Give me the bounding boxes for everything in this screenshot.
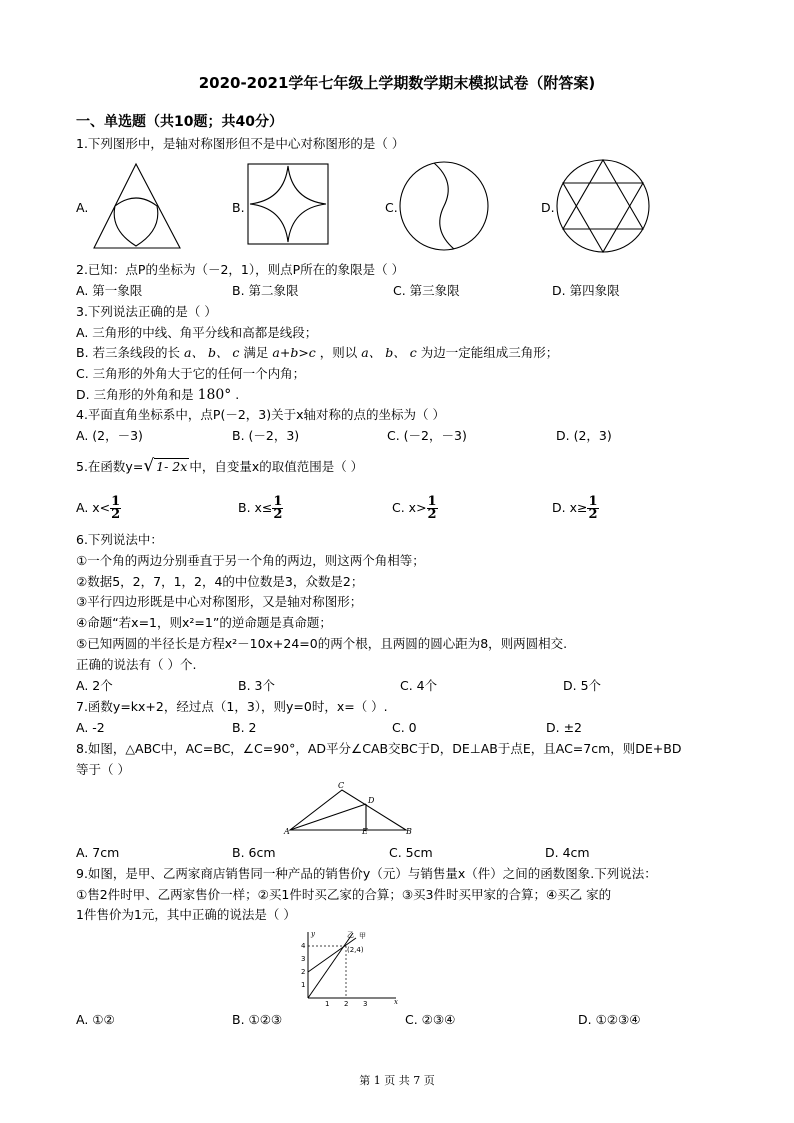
q9-option-a: A. ①② <box>76 1012 115 1027</box>
q9-ytick-4: 4 <box>301 942 306 950</box>
q1-figure-c-yin-yang <box>398 160 490 252</box>
q7-option-c: C. 0 <box>392 720 417 735</box>
q7-stem: 7.函数y=kx+2，经过点（1，3），则y=0时，x=（ ）. <box>76 699 388 714</box>
q3-b-inequality: a+b>c <box>272 345 316 360</box>
q3-option-c: C. 三角形的外角大于它的任何一个内角； <box>76 366 306 381</box>
q3-option-d: D. 三角形的外角和是 180° . <box>76 387 240 403</box>
q2-option-b: B. 第二象限 <box>232 283 299 298</box>
q2-option-a: A. 第一象限 <box>76 283 143 298</box>
q9-option-c: C. ②③④ <box>405 1012 456 1027</box>
q6-item-4: ④命题“若x=1，则x²=1”的逆命题是真命题； <box>76 615 332 630</box>
q1-option-c-label: C. <box>385 200 398 215</box>
q8-option-a: A. 7cm <box>76 845 120 860</box>
section-heading: 一、单选题（共10题；共40分） <box>76 114 283 130</box>
q9-x-axis-label: x <box>394 998 398 1006</box>
q1-figure-a-triangle-arcs <box>88 160 188 252</box>
q9-point-label: (2,4) <box>347 946 364 954</box>
q6-stem: 6.下列说法中： <box>76 532 163 547</box>
q3-stem: 3.下列说法正确的是（ ） <box>76 304 217 319</box>
q9-stem-line2: ①售2件时甲、乙两家售价一样；②买1件时买乙家的合算；③买3件时买甲家的合算；④买乙 家的 <box>76 887 612 902</box>
q9-xtick-3: 3 <box>363 1000 368 1008</box>
q9-option-d: D. ①②③④ <box>578 1012 641 1027</box>
q1-figure-b-square-star <box>246 162 332 248</box>
q9-line-jia-label: 甲 <box>359 932 366 940</box>
q3-option-a: A. 三角形的中线、角平分线和高都是线段； <box>76 325 318 340</box>
q9-xtick-2: 2 <box>344 1000 349 1008</box>
q1-option-d-label: D. <box>541 200 555 215</box>
q6-ask: 正确的说法有（ ）个. <box>76 657 197 672</box>
q9-ytick-1: 1 <box>301 981 306 989</box>
q7-option-d: D. ±2 <box>546 720 582 735</box>
q3-d-value: 180° <box>197 387 232 403</box>
q9-ytick-2: 2 <box>301 968 306 976</box>
q8-option-b: B. 6cm <box>232 845 276 860</box>
q4-option-c: C. (－2，－3) <box>387 428 467 443</box>
q6-option-b: B. 3个 <box>238 678 275 693</box>
q8-option-c: C. 5cm <box>389 845 433 860</box>
q7-option-a: A. -2 <box>76 720 105 735</box>
q5-option-d: D. x≥ $\frac{1}{2}$ <box>552 494 598 522</box>
q8-label-c: C <box>338 781 345 790</box>
q4-option-d: D. (2，3) <box>556 428 612 443</box>
q8-label-a: A <box>284 827 290 836</box>
q1-option-a-label: A. <box>76 200 89 215</box>
q8-option-d: D. 4cm <box>545 845 590 860</box>
q6-item-2: ②数据5，2，7，1，2，4的中位数是3，众数是2； <box>76 574 364 589</box>
q1-stem: 1.下列图形中，是轴对称图形但不是中心对称图形的是（ ） <box>76 136 405 151</box>
q9-option-b: B. ①②③ <box>232 1012 283 1027</box>
q5-stem: 5.在函数y=√ 1- 2x 中，自变量x的取值范围是（ ） <box>76 456 364 476</box>
q4-stem: 4.平面直角坐标系中，点P(－2，3)关于x轴对称的点的坐标为（ ） <box>76 407 445 422</box>
q3-b-variables: a、 b、 c <box>184 345 240 360</box>
q9-line-yi-label: 乙 <box>347 931 354 939</box>
q5-option-b: B. x≤ $\frac{1}{2}$ <box>238 494 283 522</box>
q2-stem: 2.已知：点P的坐标为（－2，1），则点P所在的象限是（ ） <box>76 262 405 277</box>
page-title: 2020-2021学年七年级上学期数学期末模拟试卷（附答案) <box>198 74 596 92</box>
q6-option-d: D. 5个 <box>563 678 602 693</box>
q6-item-3: ③平行四边形既是中心对称图形，又是轴对称图形； <box>76 594 363 609</box>
q6-item-5: ⑤已知两圆的半径长是方程x²－10x+24=0的两个根，且两圆的圆心距为8，则两圆相交. <box>76 636 568 651</box>
q1-option-b-label: B. <box>232 200 245 215</box>
q6-item-1: ①一个角的两边分别垂直于另一个角的两边，则这两个角相等； <box>76 553 425 568</box>
q9-stem-line3: 1件售价为1元，其中正确的说法是（ ） <box>76 907 296 922</box>
q4-option-b: B. (－2，3) <box>232 428 300 443</box>
q8-stem-line1: 8.如图，△ABC中，AC=BC，∠C=90°，AD平分∠CAB交BC于D，DE⊥AB于点E，且AC=7cm，则DE+BD <box>76 741 682 756</box>
q9-xtick-1: 1 <box>325 1000 330 1008</box>
q9-stem-line1: 9.如图，是甲、乙两家商店销售同一种产品的销售价y（元）与销售量x（件）之间的函数图象.下列说法： <box>76 866 657 881</box>
q5-option-c: C. x> $\frac{1}{2}$ <box>392 494 437 522</box>
q2-option-c: C. 第三象限 <box>393 283 460 298</box>
q8-label-d: D <box>368 796 375 805</box>
q9-ytick-3: 3 <box>301 955 306 963</box>
q4-option-a: A. (2，－3) <box>76 428 143 443</box>
q8-label-e: E <box>362 827 368 836</box>
q8-stem-line2: 等于（ ） <box>76 762 130 777</box>
page-footer: 第 1 页 共 7 页 <box>359 1074 435 1087</box>
q5-radicand: 1- 2x <box>156 459 188 474</box>
q8-label-b: B <box>406 827 412 836</box>
q5-option-a: A. x< $\frac{1}{2}$ <box>76 494 121 522</box>
q6-option-c: C. 4个 <box>400 678 438 693</box>
q9-y-axis-label: y <box>311 930 315 938</box>
q1-figure-d-star-of-david <box>555 158 651 254</box>
q8-triangle-figure <box>284 782 414 834</box>
q6-option-a: A. 2个 <box>76 678 113 693</box>
q3-option-b: B. 若三条线段的长 a、 b、 c 满足 a+b>c ，则以 a、 b、 c 为边一定能组成三角形； <box>76 345 559 360</box>
sqrt-symbol: √ <box>143 456 155 476</box>
q2-option-d: D. 第四象限 <box>552 283 620 298</box>
q9-function-graph <box>290 928 402 1008</box>
q7-option-b: B. 2 <box>232 720 257 735</box>
